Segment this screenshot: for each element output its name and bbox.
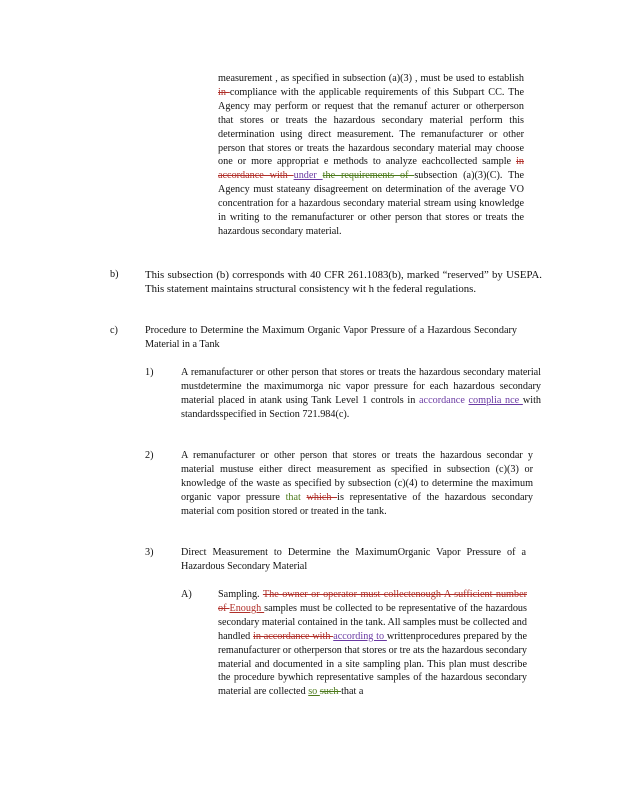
inserted-text: Enough — [229, 602, 265, 614]
subsection-b-label: b) — [110, 269, 119, 280]
item-c2-label: 2) — [145, 450, 154, 461]
item-c3A-label: A) — [181, 589, 192, 600]
text-run: Sampling. — [218, 589, 263, 600]
inserted-text: according to — [333, 630, 387, 642]
text-run: that a — [341, 686, 364, 698]
inserted-text: accordance — [419, 394, 469, 406]
continued-paragraph — [218, 72, 524, 239]
text-run: A remanufacturer or other person that stores or treats the hazardous secondar y material mustuse either direct measurement as specified in subsection (c)(3) or knowledge of the waste as specified by subsection (c)(4) to determine the maximum organic vapor pressure — [181, 450, 533, 503]
deleted-text: in — [218, 86, 230, 98]
item-c2-text — [181, 449, 533, 519]
text-run: measurement , as specified in subsection (a)(3) , must be used to establish — [218, 73, 524, 84]
text-run: writtenprocedures prepared by the remanufacturer or otherperson that stores or tre ats the hazardous secondary material and documented in a site sampling plan. This plan must describe the procedure bywhich representative samples of the hazardous secondary material are collected — [218, 630, 528, 698]
inserted-text: that — [285, 491, 307, 503]
text-run: is representative of the hazardous secondary material com position stored or treated in the tank. — [181, 491, 533, 517]
inserted-text: under — [293, 170, 323, 182]
inserted-text: so — [308, 686, 320, 698]
text-run: A remanufacturer or other person that stores or treats the hazardous secondary material mustdetermine the maximumorga nic vapor pressure for each hazardous secondary material placed in atank using Tank Level 1 controls in — [181, 367, 541, 406]
text-run: compliance with the applicable requirements of this Subpart CC. The Agency may perform or request that the remanuf acturer or otherperson that stores or treats the hazardous secondary material perform this determination using direct measurement. The remanufacturer or other person that stores or treats the hazardous secondary material may choose one or more appropriat e methods to analyze eachcollected sample — [218, 86, 524, 168]
deleted-text: the requirements of — [322, 170, 415, 182]
subsection-b-text: This subsection (b) corresponds with 40 CFR 261.1083(b), marked “reserved” by USEPA. This statement maintains structural consistency wit h the federal regulations. — [145, 269, 542, 295]
deleted-text: in accordance with — [253, 630, 334, 642]
item-c3A-text — [218, 588, 527, 699]
text-run: samples must be collected to be representative of the hazardous secondary material contained in the tank. All samples must be collected and handled — [218, 602, 527, 642]
item-c1-text — [181, 366, 541, 422]
deleted-text: The owner or operator must collectenough — [262, 589, 444, 600]
deleted-text: A sufficient number of — [218, 589, 527, 614]
deleted-text: in accordance with — [218, 156, 524, 182]
inserted-text: complia nce — [468, 394, 523, 406]
item-c3-label: 3) — [145, 547, 154, 558]
text-run: with standardsspecified in Section 721.984(c). — [181, 394, 541, 420]
deleted-text: which — [306, 491, 338, 503]
deleted-text: such — [319, 686, 342, 698]
item-c3-text: Direct Measurement to Determine the MaximumOrganic Vapor Pressure of a Hazardous Secondary Material — [181, 547, 526, 572]
text-run: subsection (a)(3)(C). The Agency must stateany disagreement on determination of the average VO concentration for a hazardous secondary material stream using knowledge in writing to the remanufacturer or other person that stores or treats the hazardous secondary material. — [218, 170, 524, 237]
subsection-c-label: c) — [110, 325, 118, 336]
subsection-c-heading: Procedure to Determine the Maximum Organic Vapor Pressure of a Hazardous Secondary Material in a Tank — [145, 325, 517, 350]
item-c1-label: 1) — [145, 367, 154, 378]
